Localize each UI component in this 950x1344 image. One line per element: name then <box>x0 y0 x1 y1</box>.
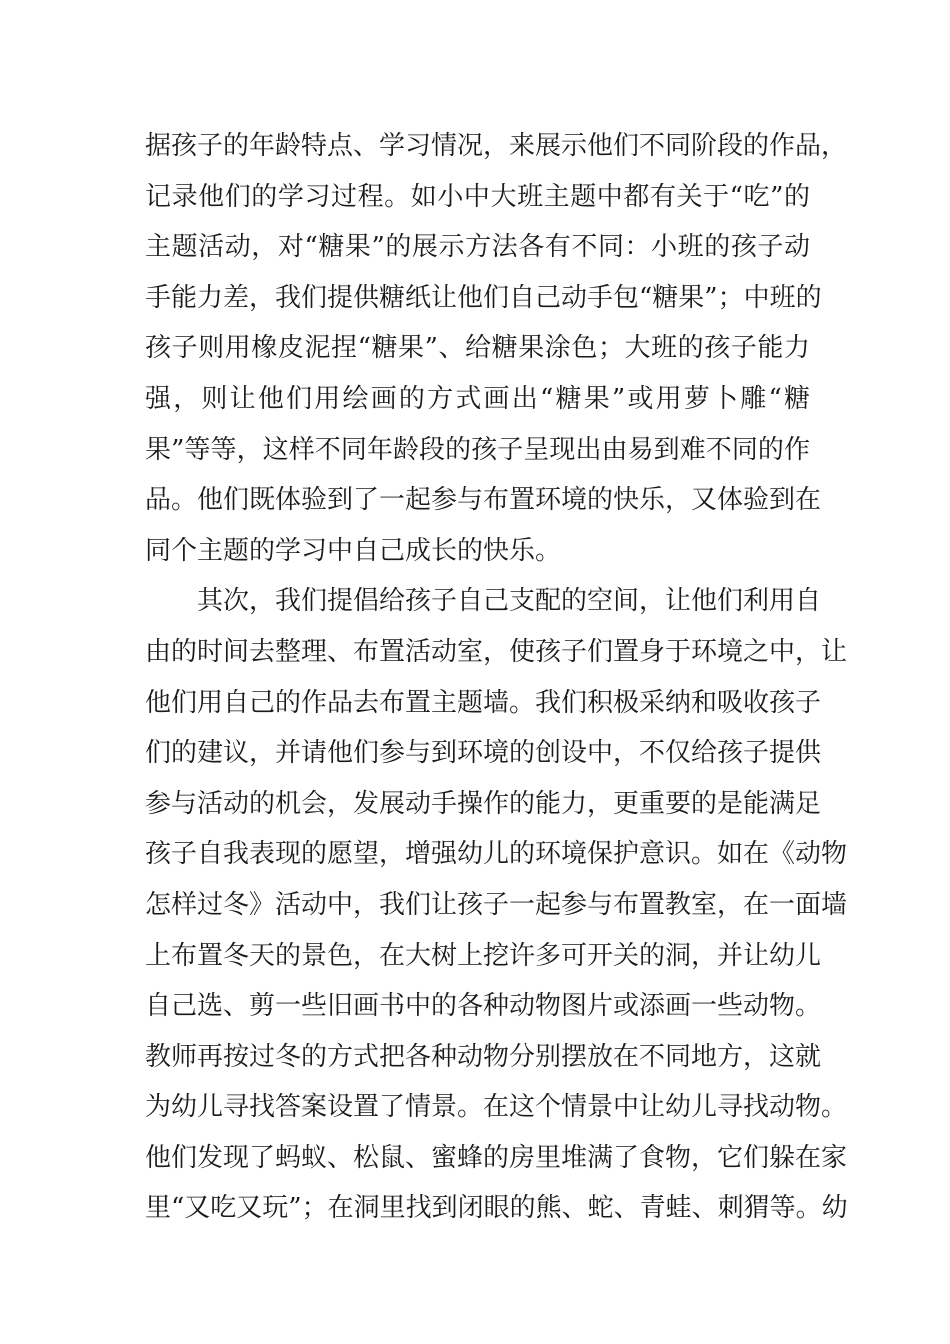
text-line: 记录他们的学习过程。如小中大班主题中都有关于“吃”的 <box>145 181 810 212</box>
text-line: 自己选、剪一些旧画书中的各种动物图片或添画一些动物。 <box>145 991 822 1022</box>
text-line: 果”等等，这样不同年龄段的孩子呈现出由易到难不同的作 <box>145 434 810 465</box>
text-line: 他们发现了蚂蚁、松鼠、蜜蜂的房里堆满了食物，它们躲在家 <box>145 1142 848 1173</box>
text-line: 主题活动，对“糖果”的展示方法各有不同：小班的孩子动 <box>145 232 810 263</box>
text-line: 上布置冬天的景色，在大树上挖许多可开关的洞，并让幼儿 <box>145 940 822 971</box>
paragraph-start-line: 其次，我们提倡给孩子自己支配的空间，让他们利用自 <box>197 586 822 617</box>
text-line: 里“又吃又玩”；在洞里找到闭眼的熊、蛇、青蛙、刺猬等。幼 <box>145 1193 848 1224</box>
text-line: 教师再按过冬的方式把各种动物分别摆放在不同地方，这就 <box>145 1041 822 1072</box>
text-line: 手能力差，我们提供糖纸让他们自己动手包“糖果”；中班的 <box>145 282 822 313</box>
text-line: 们的建议，并请他们参与到环境的创设中，不仅给孩子提供 <box>145 738 822 769</box>
text-line: 孩子则用橡皮泥捏“糖果”、给糖果涂色；大班的孩子能力 <box>145 333 810 364</box>
text-line: 据孩子的年龄特点、学习情况，来展示他们不同阶段的作品， <box>145 131 848 161</box>
text-line: 参与活动的机会，发展动手操作的能力，更重要的是能满足 <box>145 788 822 819</box>
text-line: 孩子自我表现的愿望，增强幼儿的环境保护意识。如在《动物 <box>145 839 848 870</box>
text-line: 怎样过冬》活动中，我们让孩子一起参与布置教室，在一面墙 <box>145 889 848 920</box>
paragraph-end-line: 同个主题的学习中自己成长的快乐。 <box>145 535 562 566</box>
body-text <box>145 121 848 1234</box>
text-line: 为幼儿寻找答案设置了情景。在这个情景中让幼儿寻找动物。 <box>145 1092 848 1123</box>
text-line: 他们用自己的作品去布置主题墙。我们积极采纳和吸收孩子 <box>145 687 822 718</box>
text-line: 强，则让他们用绘画的方式画出“糖果”或用萝卜雕“糖 <box>145 383 810 414</box>
text-line: 由的时间去整理、布置活动室，使孩子们置身于环境之中，让 <box>145 636 848 667</box>
text-line: 品。他们既体验到了一起参与布置环境的快乐，又体验到在 <box>145 485 822 516</box>
